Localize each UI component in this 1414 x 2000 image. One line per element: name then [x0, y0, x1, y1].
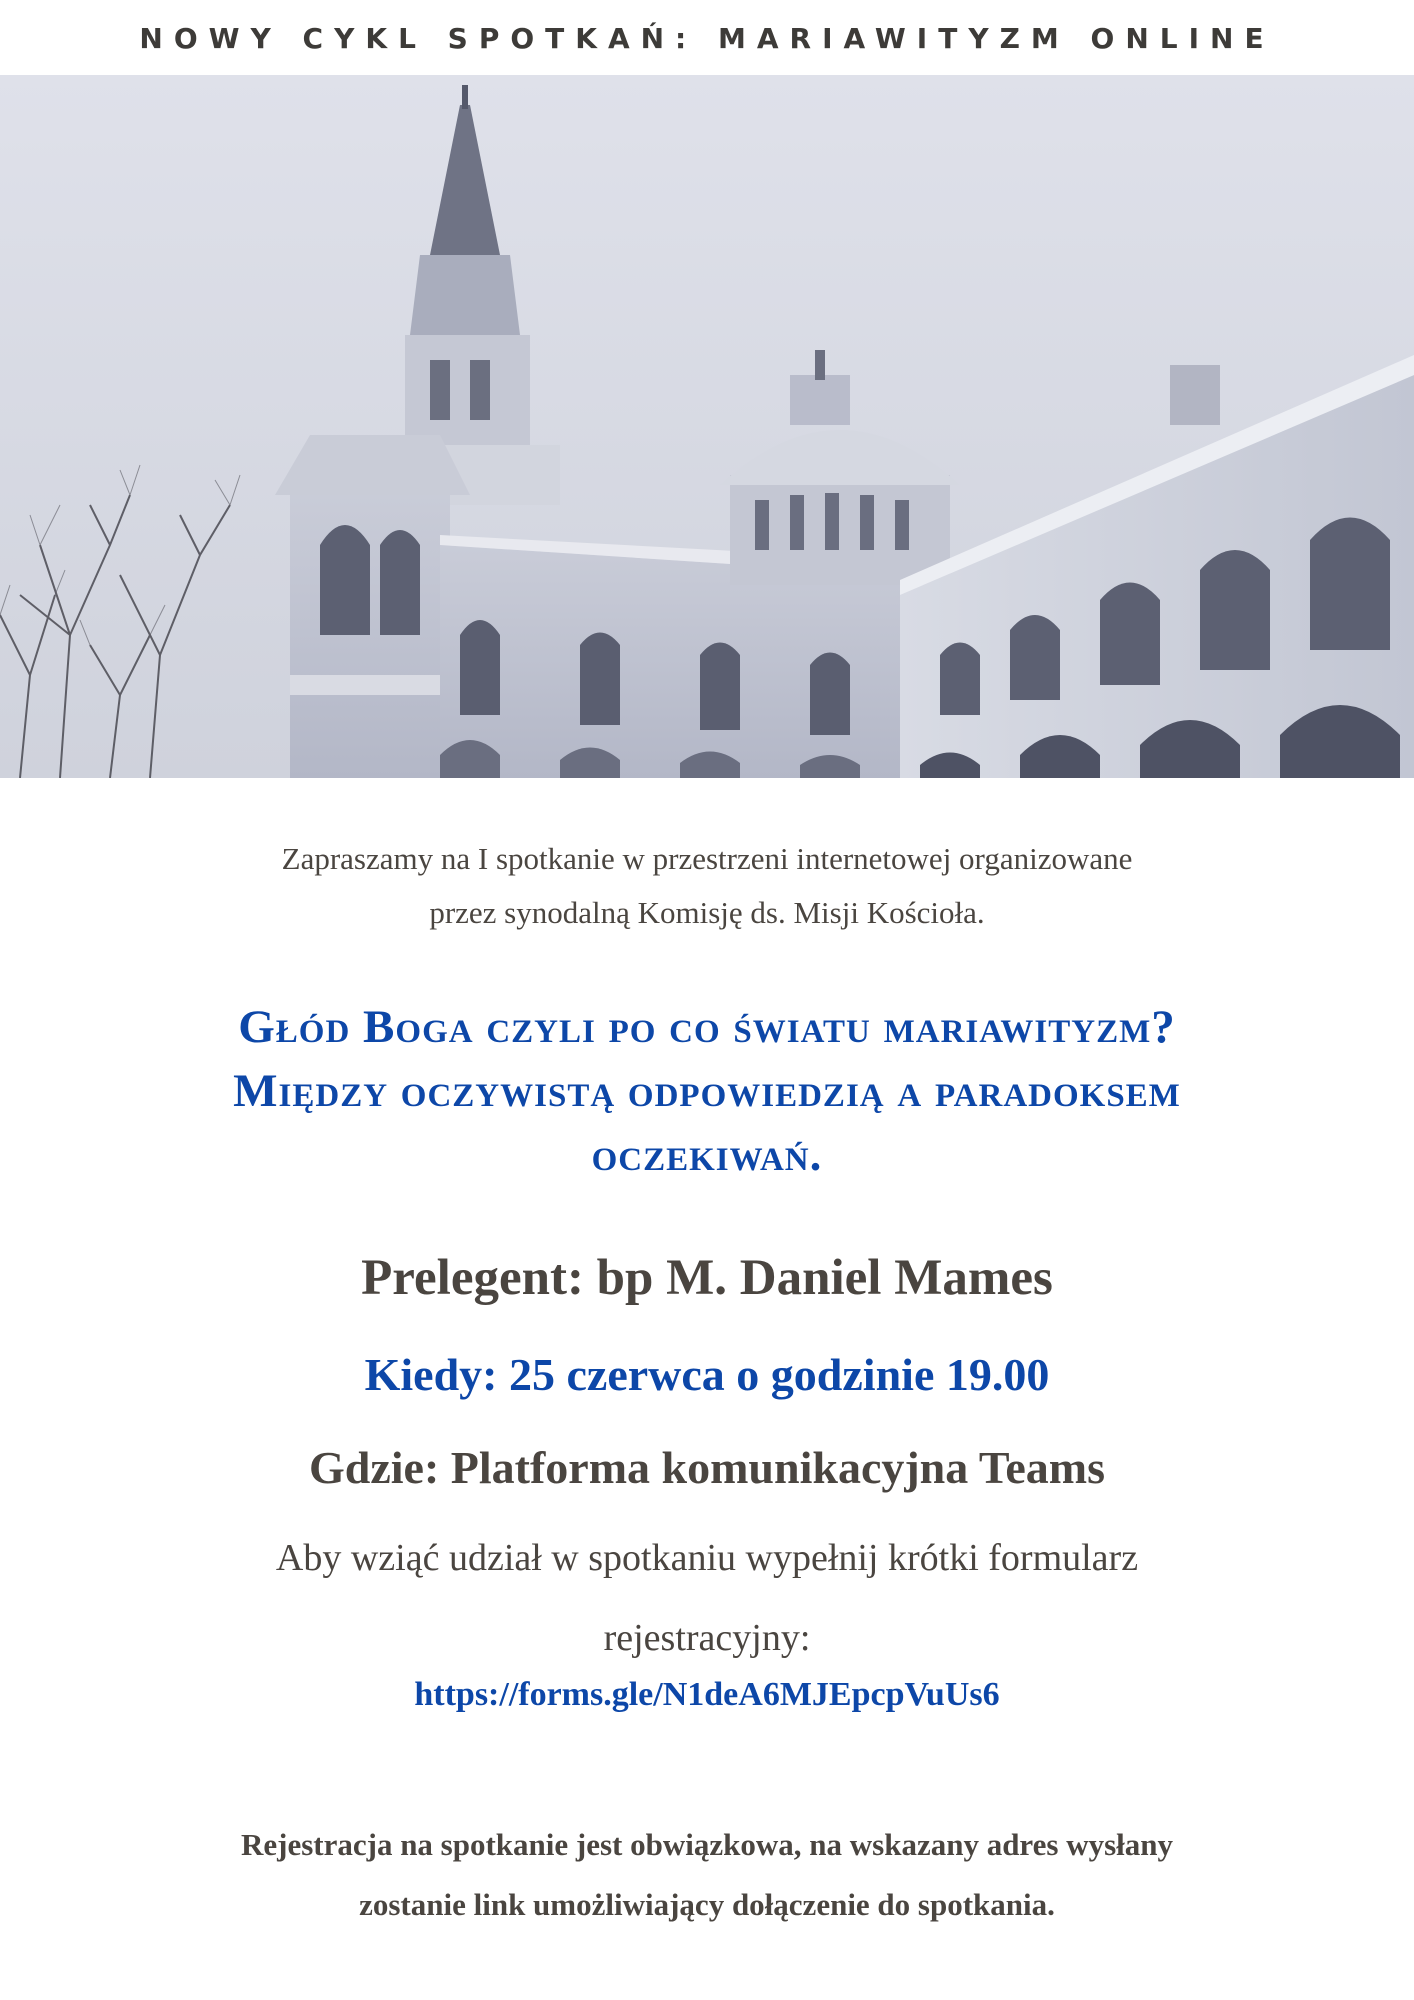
event-title-line-2: Między oczywistą odpowiedzią a paradoksem — [233, 1065, 1181, 1117]
speaker: Prelegent: bp M. Daniel Mames — [361, 1250, 1053, 1306]
event-title-line-3: oczekiwań. — [591, 1129, 823, 1181]
registration-instructions — [0, 1518, 1414, 1678]
footer-line-2: zostanie link umożliwiający dołączenie do spotkania. — [359, 1887, 1055, 1922]
event-date: Kiedy: 25 czerwca o godzinie 19.00 — [364, 1349, 1050, 1400]
event-location: Gdzie: Platforma komunikacyjna Teams — [308, 1442, 1106, 1493]
registration-line-2: rejestracyjny: — [603, 1617, 811, 1659]
intro-line-2: przez synodalną Komisję ds. Misji Kościoła. — [429, 895, 985, 930]
intro-line-1: Zapraszamy na I spotkanie w przestrzeni internetowej organizowane — [281, 841, 1133, 876]
intro-text — [0, 832, 1414, 940]
church-photo-icon — [0, 75, 1414, 778]
registration-link[interactable]: https://forms.gle/N1deA6MJEpcpVuUs6 — [414, 1676, 1000, 1713]
footer-line-1: Rejestracja na spotkanie jest obwiązkowa, na wskazany adres wysłany — [240, 1827, 1174, 1862]
church-photo — [0, 75, 1414, 778]
event-title — [0, 995, 1414, 1187]
footer-note — [0, 1815, 1414, 1935]
event-title-line-1: Głód Boga czyli po co światu mariawityzm? — [238, 1001, 1176, 1053]
registration-line-1: Aby wziąć udział w spotkaniu wypełnij krótki formularz — [275, 1537, 1139, 1579]
header-title: NOWY CYKL SPOTKAŃ: MARIAWITYZM ONLINE — [139, 22, 1275, 55]
